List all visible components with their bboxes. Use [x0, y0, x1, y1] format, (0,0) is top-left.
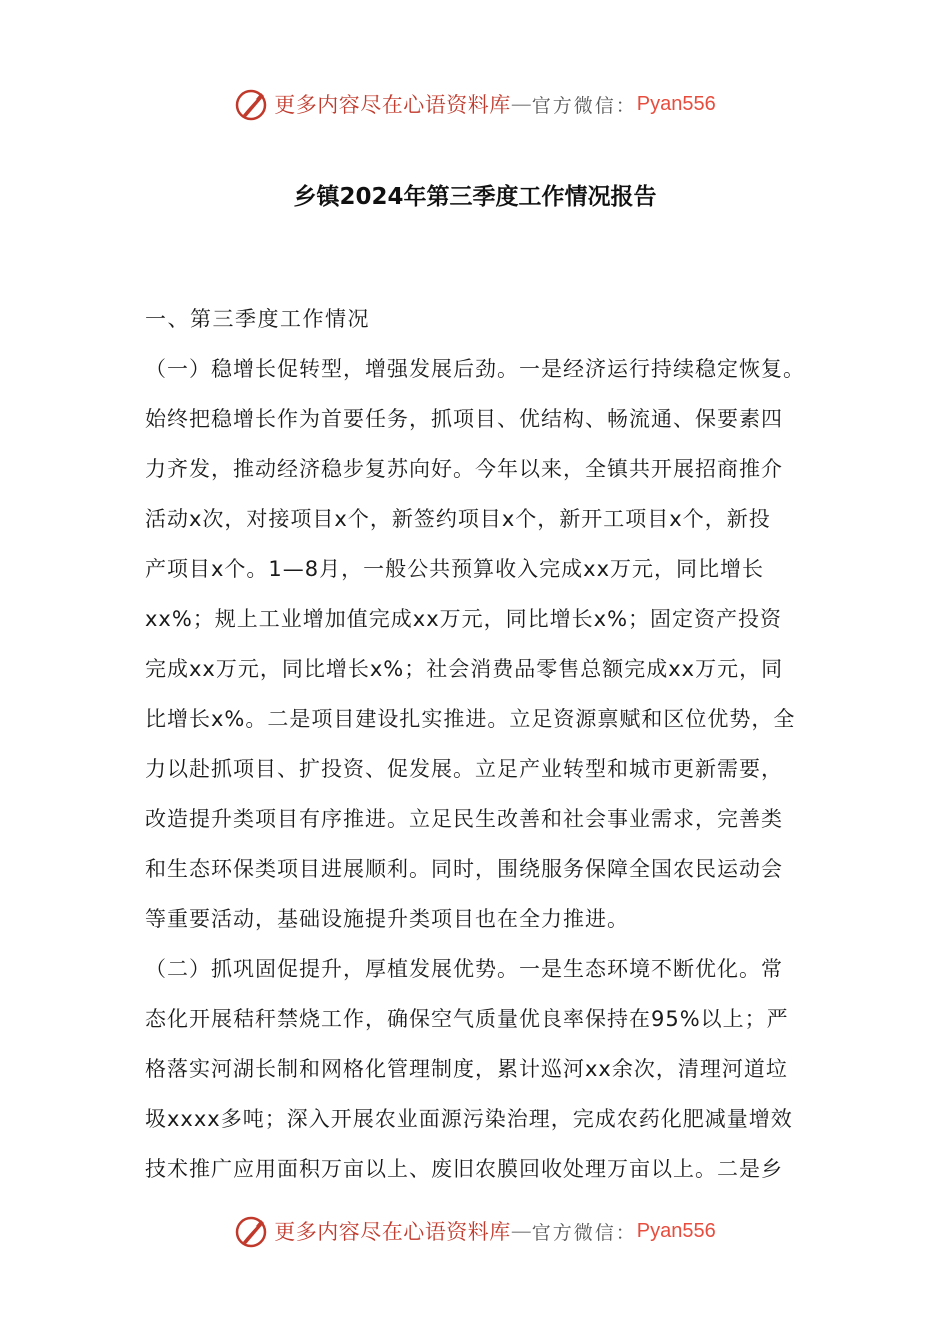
- body-line: 始终把稳增长作为首要任务，抓项目、优结构、畅流通、保要素四: [145, 407, 783, 431]
- document-body: [145, 296, 810, 1196]
- watermark-separator: —: [510, 1219, 532, 1243]
- watermark-label: 官方微信：: [531, 94, 637, 117]
- section-heading: 一、第三季度工作情况: [145, 307, 370, 331]
- body-line: （二）抓巩固促提升，厚植发展优势。一是生态环境不断优化。常: [145, 957, 783, 981]
- watermark-wechat-id: Pyan556: [636, 92, 716, 115]
- body-line: 和生态环保类项目进展顺利。同时，围绕服务保障全国农民运动会: [145, 857, 783, 881]
- watermark-brand: 更多内容尽在心语资料库: [274, 1220, 511, 1244]
- body-line: 力以赴抓项目、扩投资、促发展。立足产业转型和城市更新需要，: [145, 757, 783, 781]
- watermark-wechat-id: Pyan556: [636, 1219, 716, 1242]
- watermark-footer: [0, 1209, 950, 1253]
- body-line: 完成xx万元，同比增长x%；社会消费品零售总额完成xx万元，同: [145, 657, 784, 681]
- body-line: 格落实河湖长制和网格化管理制度，累计巡河xx余次，清理河道垃: [145, 1057, 788, 1081]
- body-line: 比增长x%。二是项目建设扎实推进。立足资源禀赋和区位优势，全: [145, 707, 796, 731]
- body-line: （一）稳增长促转型，增强发展后劲。一是经济运行持续稳定恢复。: [145, 357, 805, 381]
- watermark-label: 官方微信：: [531, 1221, 637, 1244]
- body-line: 产项目x个。1—8月，一般公共预算收入完成xx万元，同比增长: [145, 557, 765, 581]
- document-title: 乡镇2024年第三季度工作情况报告: [293, 184, 657, 210]
- body-line: 等重要活动，基础设施提升类项目也在全力推进。: [145, 907, 629, 931]
- watermark-header: [0, 82, 950, 126]
- quill-logo-icon: [234, 1213, 270, 1249]
- watermark-brand: 更多内容尽在心语资料库: [274, 93, 511, 117]
- body-line: 圾xxxx多吨；深入开展农业面源污染治理，完成农药化肥减量增效: [145, 1107, 793, 1131]
- body-line: xx%；规上工业增加值完成xx万元，同比增长x%；固定资产投资: [145, 607, 783, 631]
- body-line: 活动x次，对接项目x个，新签约项目x个，新开工项目x个，新投: [145, 507, 771, 531]
- watermark-separator: —: [510, 92, 532, 116]
- body-line: 技术推广应用面积万亩以上、废旧农膜回收处理万亩以上。二是乡: [145, 1157, 783, 1181]
- quill-logo-icon: [234, 86, 270, 122]
- body-line: 改造提升类项目有序推进。立足民生改善和社会事业需求，完善类: [145, 807, 783, 831]
- body-line: 力齐发，推动经济稳步复苏向好。今年以来，全镇共开展招商推介: [145, 457, 783, 481]
- body-line: 态化开展秸秆禁烧工作，确保空气质量优良率保持在95%以上；严: [145, 1007, 789, 1031]
